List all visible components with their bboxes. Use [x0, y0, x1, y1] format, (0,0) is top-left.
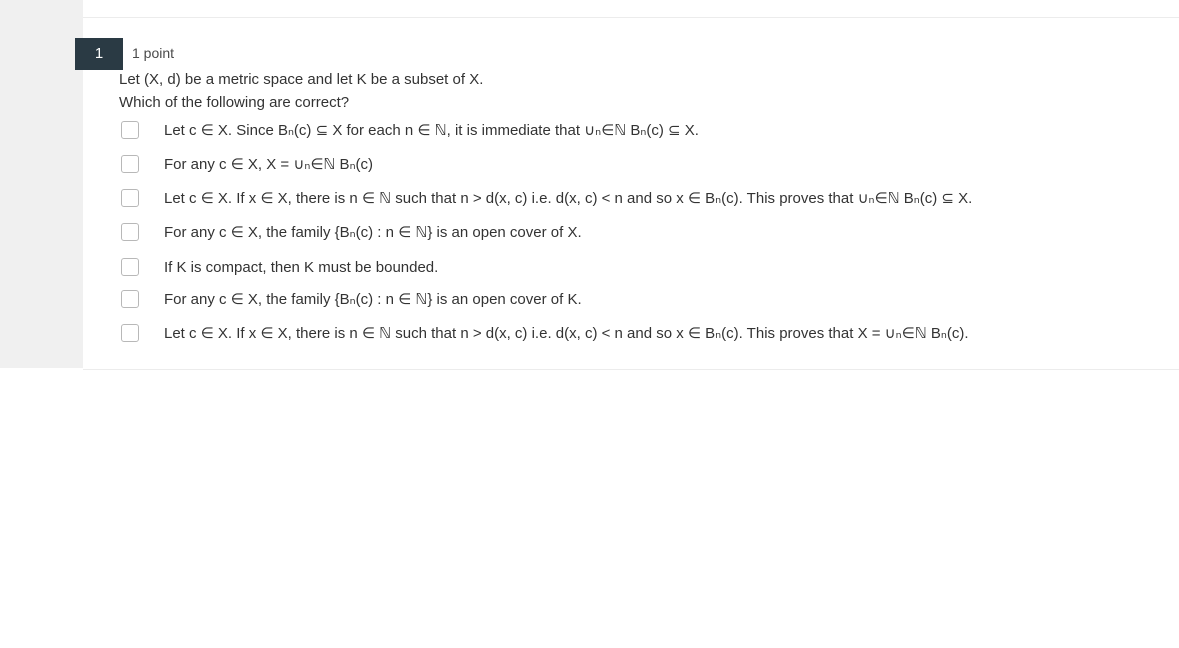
- option-5-label: If K is compact, then K must be bounded.: [164, 259, 439, 276]
- option-1-label: Let c ∈ X. Since Bₙ(c) ⊆ X for each n ∈ ℕ, it is immediate that ∪ₙ∈ℕ Bₙ(c) ⊆ X.: [164, 122, 699, 139]
- checkbox-option-7[interactable]: [121, 324, 139, 342]
- checkbox-option-1[interactable]: [121, 121, 139, 139]
- checkbox-option-3[interactable]: [121, 189, 139, 207]
- option-7-label: Let c ∈ X. If x ∈ X, there is n ∈ ℕ such that n > d(x, c) i.e. d(x, c) < n and so x ∈ Bₙ(c). This proves that X = ∪ₙ∈ℕ Bₙ(c).: [164, 325, 969, 342]
- question-instruction: Which of the following are correct?: [119, 94, 350, 111]
- question-prompt: Let (X, d) be a metric space and let K be a subset of X.: [119, 71, 484, 88]
- checkbox-option-4[interactable]: [121, 223, 139, 241]
- option-2-label: For any c ∈ X, X = ∪ₙ∈ℕ Bₙ(c): [164, 156, 374, 173]
- question-points: 1 point: [132, 45, 175, 61]
- option-6-label: For any c ∈ X, the family {Bₙ(c) : n ∈ ℕ} is an open cover of K.: [164, 291, 582, 308]
- checkbox-option-6[interactable]: [121, 290, 139, 308]
- left-gutter: [0, 0, 83, 368]
- checkbox-option-5[interactable]: [121, 258, 139, 276]
- option-4-label: For any c ∈ X, the family {Bₙ(c) : n ∈ ℕ} is an open cover of X.: [164, 224, 582, 241]
- option-3-label: Let c ∈ X. If x ∈ X, there is n ∈ ℕ such that n > d(x, c) i.e. d(x, c) < n and so x ∈ Bₙ(c). This proves that ∪ₙ∈ℕ Bₙ(c) ⊆ X.: [164, 190, 973, 207]
- question-number: 1: [75, 38, 123, 70]
- checkbox-option-2[interactable]: [121, 155, 139, 173]
